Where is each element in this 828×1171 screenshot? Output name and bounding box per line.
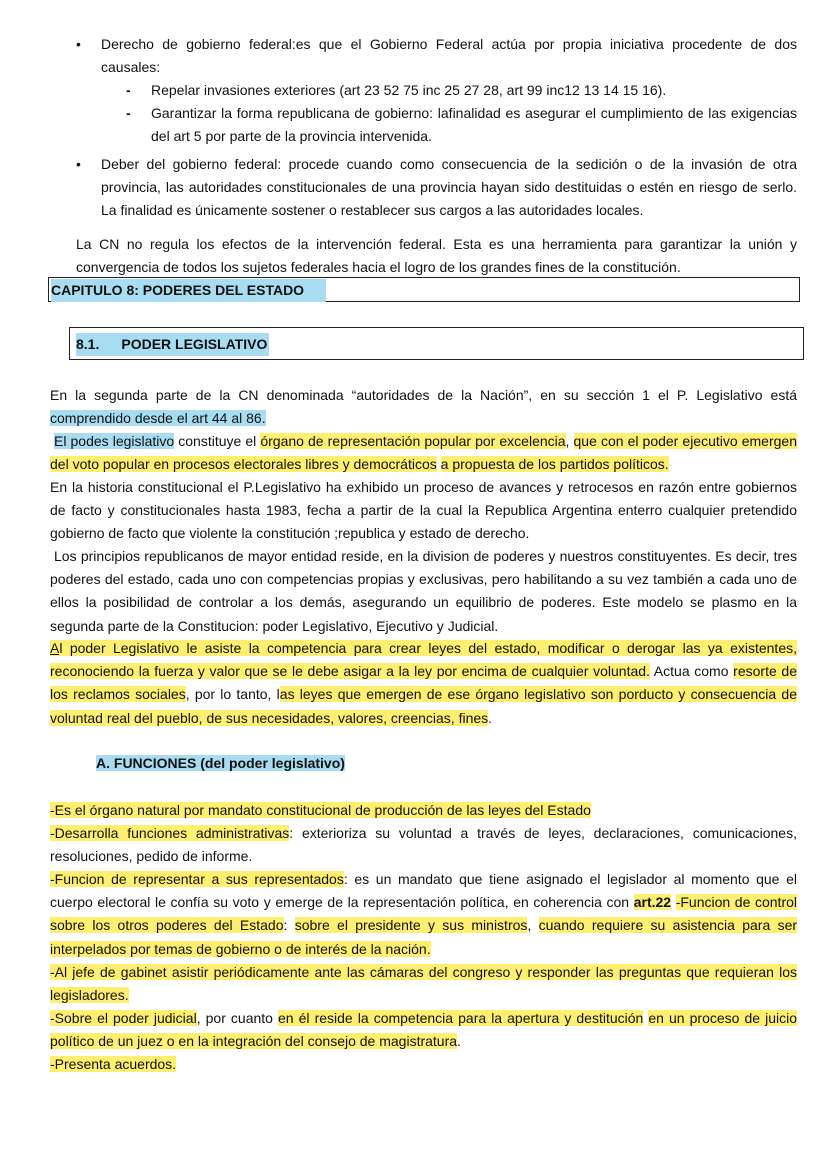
dash-marker: - (126, 105, 131, 121)
dash-item-invasions: Repelar invasiones exteriores (art 23 52 75 inc 25 27 28, art 99 inc12 13 14 15 16). (151, 82, 667, 98)
funciones-heading (96, 752, 345, 775)
text-run: constituye el (174, 433, 261, 449)
section-heading-box (69, 327, 804, 360)
section-title: PODER LEGISLATIVO (121, 336, 268, 352)
section-heading (76, 333, 269, 356)
text-run: : exterioriza su voluntad a través de leyes, declaraciones, comunicaciones, resoluciones, pedido de informe. (50, 825, 797, 865)
highlighted-text: -Al jefe de gabinet asistir periódicamente ante las cámaras del congreso y responder las preguntas que requieran los legisladores. (50, 964, 797, 1004)
text-run: En la segunda parte de la CN denominada “autoridades de la Nación”, en su sección 1 el P. Legislativo está (50, 387, 797, 403)
text-run: , por cuanto (196, 1010, 278, 1026)
bullet-federal-duty: Deber del gobierno federal: procede cuando como consecuencia de la sedición o de la invasión de otra provincia, las autoridades constitucionales de una provincia hayan sido destituidas o estén en riesgo de serlo. La finalidad es únicamente sostener o restablecer sus cargos a las autoridades locales. (101, 156, 797, 219)
bullet-federal-right: Derecho de gobierno federal:es que el Gobierno Federal actúa por propia iniciativa procedente de dos causales: (101, 36, 797, 76)
highlighted-text: órgano de representación popular por excelencia (260, 433, 566, 449)
highlighted-text: en él reside la competencia para la apertura y destitución (278, 1010, 644, 1026)
highlighted-text: A. FUNCIONES (del poder legislativo) (96, 755, 345, 771)
text-run: . (488, 709, 493, 726)
funcion-item-6 (50, 1053, 797, 1076)
highlighted-text: sobre el presidente y sus ministros (294, 917, 528, 934)
highlighted-text: art.22 (633, 894, 672, 911)
text-run: Actua como (649, 663, 734, 680)
highlighted-text: -Es el órgano natural por mandato constitucional de producción de las leyes del Estado (50, 802, 591, 818)
chapter-heading: CAPITULO 8: PODERES DEL ESTADO (51, 279, 326, 302)
text-run: . (457, 1033, 461, 1050)
funcion-item-5 (50, 1007, 797, 1053)
paragraph-historia: En la historia constitucional el P.Legislativo ha exhibido un proceso de avances y retrocesos en razón entre gobiernos de facto y constitucionales hasta 1983, fecha a partir de la cual la Republica Argentina enterro cualquier pretendido gobierno de facto que violente la constitución ;republica y estado de derecho. (50, 479, 797, 542)
bullet-dot: • (76, 36, 81, 52)
section-number: 8.1. (76, 336, 100, 352)
paragraph-competencia (50, 637, 797, 730)
highlighted-text: cuando requiere su asistencia para ser interpelados por temas de gobierno o de interés de la nación. (50, 917, 798, 957)
highlighted-text: en un proceso de juicio político de un juez o en la integración del consejo de magistratura (50, 1010, 798, 1050)
funcion-item-1 (50, 799, 797, 822)
dash-marker: - (126, 82, 131, 98)
text-run: : (283, 917, 295, 934)
bullet-dot: • (76, 156, 81, 172)
highlighted-text: a propuesta de los partidos políticos. (440, 456, 669, 473)
funcion-item-3 (50, 868, 797, 961)
text-run (671, 894, 676, 910)
paragraph-poder-legislativo (50, 430, 797, 476)
highlighted-text: l poder Legislativo le asiste la competencia para crear leyes del estado, modificar o derogar las ya existentes, reconociendo la fuerza y valor que se le debe asigar a la ley por encima de cualquier voluntad. (50, 640, 797, 680)
chapter-heading-box (48, 277, 800, 302)
funcion-item-4 (50, 961, 797, 1007)
text-run: , (527, 917, 539, 934)
highlighted-text: que con el poder ejecutivo emergen del voto popular en procesos electorales libres y democráticos (50, 433, 797, 473)
text-run: : es un mandato que tiene asignado el legislador al momento que el cuerpo electoral le confía su voto y emerge de la representación política, en coherencia con (50, 871, 797, 911)
paragraph-autoridades (50, 384, 797, 430)
highlighted-text: -Presenta acuerdos. (50, 1056, 177, 1072)
highlighted-text: -Funcion de control sobre los otros poderes del Estado (50, 894, 798, 934)
funcion-item-2 (50, 822, 797, 868)
highlighted-text: -Funcion de representar a sus representados (50, 871, 344, 887)
text-run: , por lo tanto, l (185, 686, 280, 703)
highlighted-text: -Sobre el poder judicial (50, 1010, 197, 1026)
highlighted-text: A (50, 640, 60, 656)
highlighted-text: resorte de los reclamos sociales (50, 663, 797, 703)
highlighted-text: as leyes que emergen de ese órgano legislativo son porducto y consecuencia de voluntad real del pueblo, de sus necesidades, valores, creencias, fines (50, 686, 797, 726)
highlighted-text: comprendido desde el art 44 al 86. (50, 410, 266, 427)
intervention-closing-paragraph: La CN no regula los efectos de la intervención federal. Esta es una herramienta para garantizar la unión y convergencia de todos los sujetos federales hacia el logro de los grandes fines de la constitución. (76, 236, 797, 276)
dash-item-republican: Garantizar la forma republicana de gobierno: lafinalidad es asegurar el cumplimiento de las exigencias del art 5 por parte de la provincia intervenida. (151, 105, 797, 145)
highlighted-text: -Desarrolla funciones administrativas (50, 825, 290, 841)
text-run: , (565, 433, 574, 449)
highlighted-text: El podes legislativo (54, 433, 175, 449)
paragraph-principios: Los principios republicanos de mayor entidad reside, en la division de poderes y nuestros constituyentes. Es decir, tres poderes del estado, cada uno con competencias propias y exclusivas, pero habilitando a su vez también a cada uno de ellos la posibilidad de controlar a los demás, asegurando un equilibrio de poderes. Este modelo se plasmo en la segunda parte de la Constitucion: poder Legislativo, Ejecutivo y Judicial. (50, 548, 797, 634)
